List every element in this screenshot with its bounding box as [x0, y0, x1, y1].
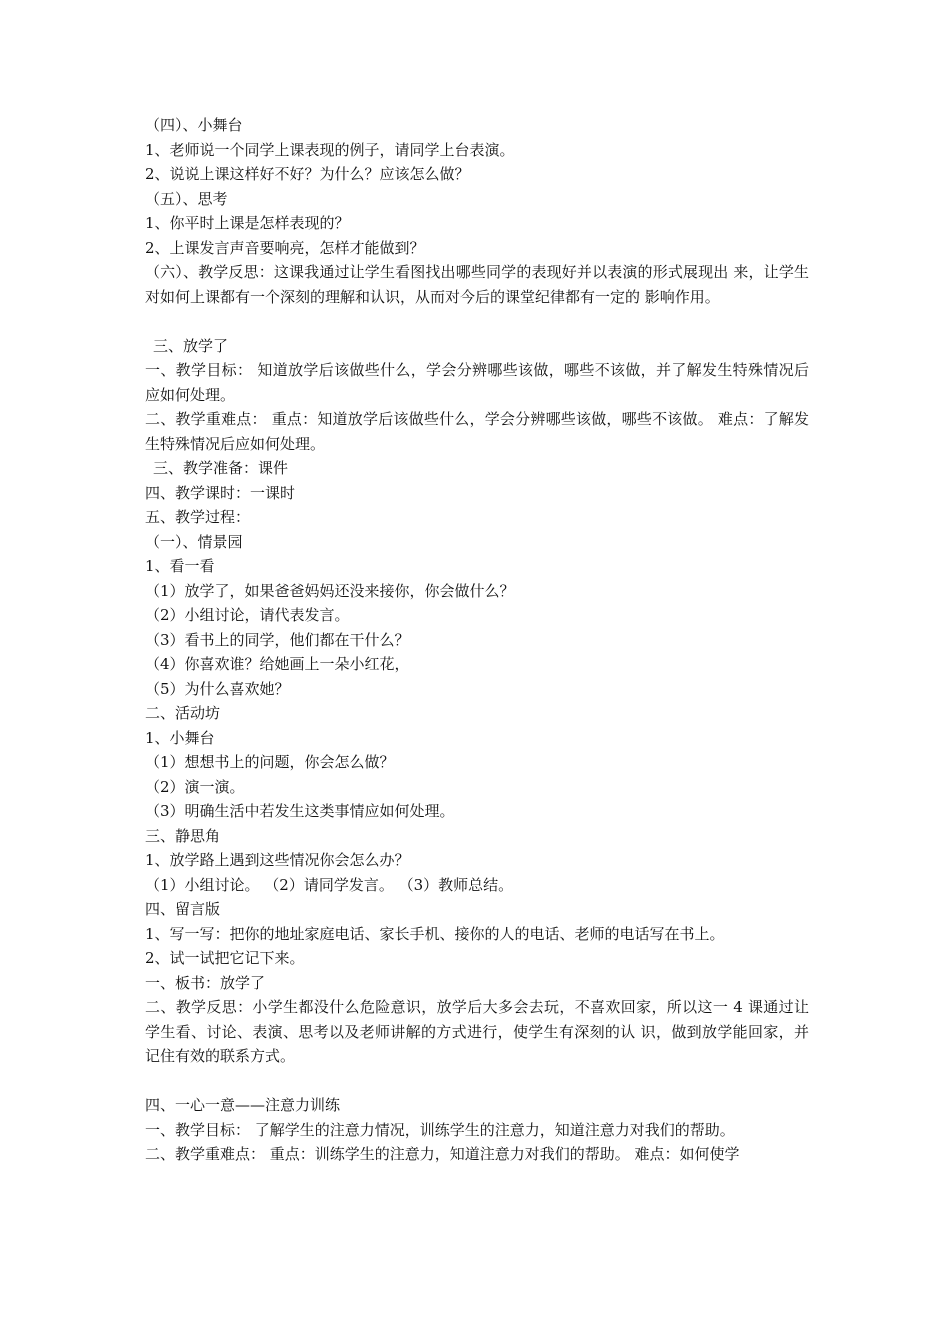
heading-quiet-corner: 三、静思角 — [145, 826, 221, 845]
teaching-hours: 四、教学课时：一课时 — [145, 483, 296, 502]
list-item: （1）想想书上的问题，你会怎么做？ — [145, 753, 395, 771]
heading-activity: 二、活动坊 — [145, 704, 221, 722]
list-item: 1、小舞台 — [145, 728, 215, 747]
list-item: （2）演一演。 — [145, 777, 245, 796]
list-item: 1、写一写：把你的地址家庭电话、家长手机、接你的人的电话、老师的电话写在书上。 — [145, 924, 725, 943]
list-item: （2）小组讨论，请代表发言。 — [145, 606, 350, 624]
heading-message-board: 四、留言版 — [145, 900, 221, 918]
list-item: （4）你喜欢谁？给她画上一朵小红花， — [145, 655, 410, 673]
lesson-title-after-school: 三、放学了 — [153, 336, 229, 355]
list-item: （5）为什么喜欢她？ — [145, 679, 290, 698]
lesson-title-attention: 四、一心一意——注意力训练 — [145, 1096, 341, 1114]
blank-line — [145, 309, 809, 334]
list-item: 1、老师说一个同学上课表现的例子，请同学上台表演。 — [145, 140, 515, 159]
teaching-reflection-paragraph: （六）、教学反思：这课我通过让学生看图找出哪些同学的表现好并以表演的形式展现出 来，让学生对如何上课都有一个深刻的理解和认识，从而对今后的课堂纪律都有一定的 影响作用。 — [145, 263, 809, 306]
teaching-process: 五、教学过程： — [145, 508, 251, 526]
blank-line — [145, 1069, 809, 1094]
teaching-goal-paragraph: 一、教学目标： 知道放学后该做些什么，学会分辨哪些该做，哪些不该做，并了解发生特殊情况后 应如何处理。 — [145, 361, 809, 404]
list-item: 2、说说上课这样好不好？为什么？应该怎么做？ — [145, 165, 470, 183]
heading-think: （五）、思考 — [145, 189, 228, 208]
list-item: （1）放学了，如果爸爸妈妈还没来接你，你会做什么？ — [145, 581, 515, 600]
list-item: （3）明确生活中若发生这类事情应如何处理。 — [145, 802, 455, 820]
document-page — [145, 113, 809, 1167]
teaching-goal: 一、教学目标： 了解学生的注意力情况，训练学生的注意力，知道注意力对我们的帮助。 — [145, 1120, 735, 1139]
key-difficulty: 二、教学重难点： 重点：训练学生的注意力，知道注意力对我们的帮助。 难点：如何使学 — [145, 1145, 740, 1163]
teaching-preparation: 三、教学准备：课件 — [153, 459, 289, 477]
blackboard-writing: 一、板书：放学了 — [145, 973, 266, 992]
list-item: 1、你平时上课是怎样表现的？ — [145, 214, 350, 232]
key-difficulty-paragraph: 二、教学重难点： 重点：知道放学后该做些什么，学会分辨哪些该做，哪些不该做。 难点：了解发生特殊情况后应如何处理。 — [145, 410, 809, 453]
list-item: 2、试一试把它记下来。 — [145, 949, 305, 967]
heading-scene-garden: （一）、情景园 — [145, 532, 243, 551]
list-item: （1）小组讨论。 （2）请同学发言。 （3）教师总结。 — [145, 875, 514, 894]
list-item: 1、看一看 — [145, 557, 215, 575]
list-item: 2、上课发言声音要响亮，怎样才能做到？ — [145, 238, 425, 257]
list-item: 1、放学路上遇到这些情况你会怎么办？ — [145, 851, 410, 869]
list-item: （3）看书上的同学，他们都在干什么？ — [145, 630, 410, 649]
teaching-reflection-paragraph: 二、教学反思：小学生都没什么危险意识，放学后大多会去玩，不喜欢回家，所以这一 4 课通过让学生看、讨论、表演、思考以及老师讲解的方式进行，使学生有深刻的认 识，做到放学能回家，并记住有效的联系方式。 — [145, 998, 809, 1065]
heading-small-stage: （四）、小舞台 — [145, 116, 243, 134]
